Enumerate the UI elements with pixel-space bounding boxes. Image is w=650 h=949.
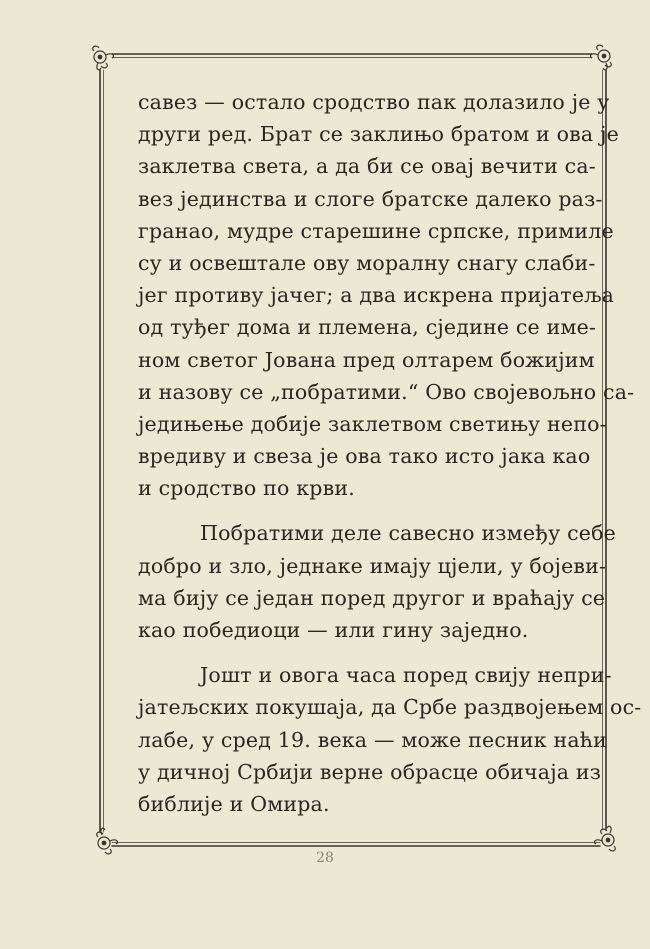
corner-ornament-top-right [590,45,611,70]
text-line: Јошт и овога часа поред свију непри- [200,663,612,688]
corner-ornament-top-left [93,46,114,70]
text-line: гранао, мудре старешине српске, примиле [138,218,614,243]
text-line: заклетва света, а да би се овај вечити са- [138,154,596,179]
text-line: ма бију се један поред другог и враћају се [138,585,606,610]
text-line: други ред. Брат се заклињо братом и ова је [138,122,619,147]
text-line: као победиоци — или гину заједно. [138,618,529,642]
text-line: вредиву и свеза је ова тако исто јака као [138,444,591,469]
text-line: Побратими деле савесно између себе [200,521,617,546]
text-line: јег противу јачег; а два искрена пријатеља [138,283,615,308]
text-line: савез — остало сродство пак долазило је у [138,90,610,114]
body-text [138,86,642,820]
text-line: од туђег дома и племена, сједине се име- [138,315,597,340]
text-line: у дичној Србији верне обрасце обичаја из [138,759,602,784]
corner-ornament-bottom-right [594,826,615,851]
text-line: и сродство по крви. [138,476,355,501]
text-line: и назову се „побратими.“ Ово својевољно са- [138,379,635,404]
text-line: ном светог Јована пред олтарем божијим [138,347,595,372]
paragraph-2 [138,517,617,646]
paragraph-1 [138,86,635,504]
text-line: библије и Омира. [138,791,330,816]
text-line: јатељских покушаја, да Србе раздвојењем ос- [138,695,642,720]
text-line: добро и зло, једнаке имају цјели, у бојеви- [138,553,607,578]
text-line: вез јединства и слоге братске далеко раз- [138,186,603,211]
paragraph-3 [138,659,642,820]
text-line: лабе, у сред 19. века — може песник наћи [138,727,608,752]
text-line: једињење добије заклетвом светињу непо- [138,411,607,436]
page-number: 28 [316,850,334,866]
text-line: су и освештале ову моралну снагу слаби- [138,250,596,275]
